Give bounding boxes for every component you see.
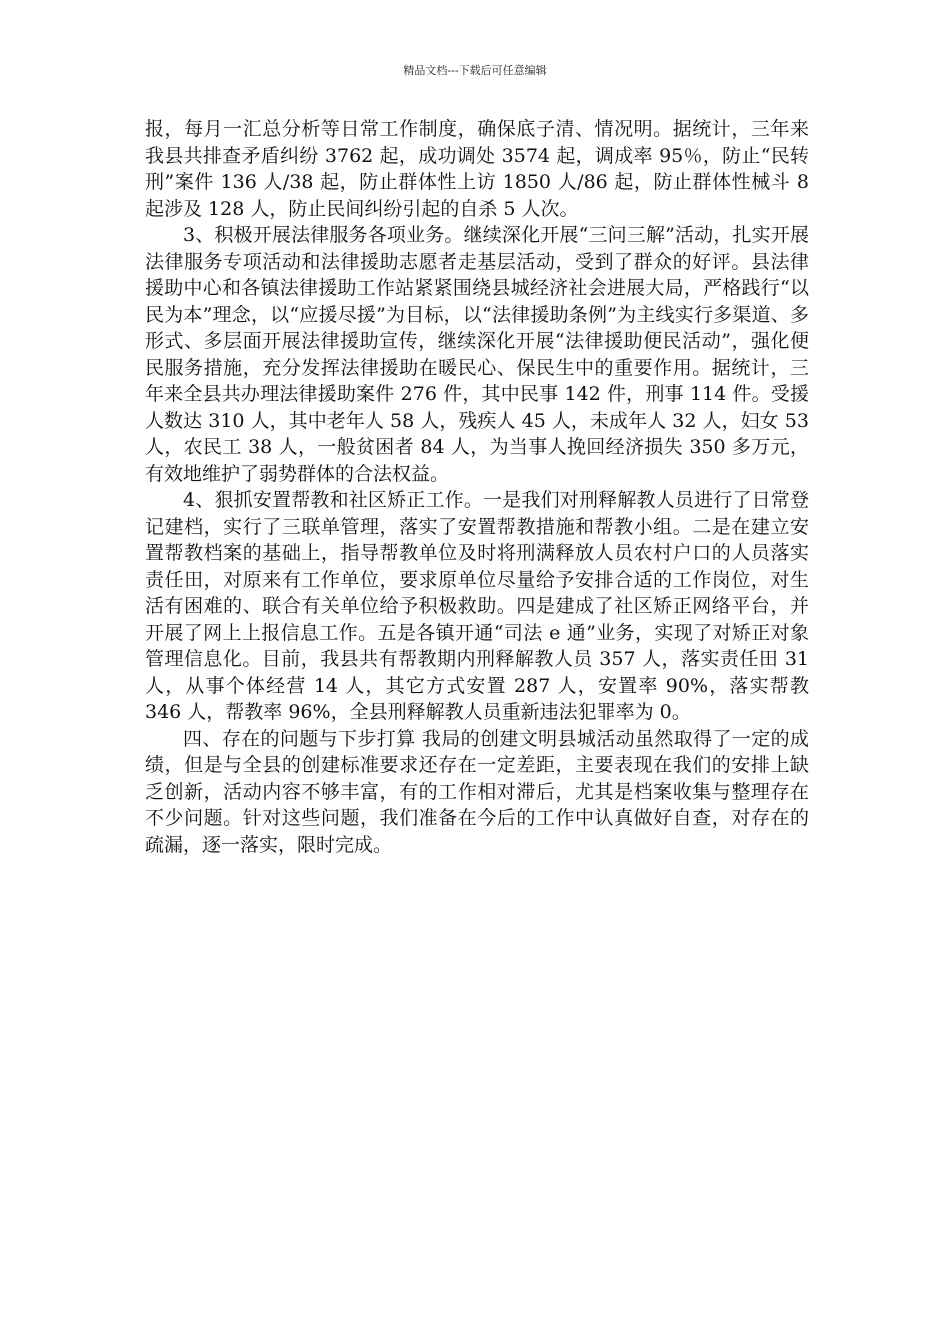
- paragraph-3: 4、狠抓安置帮教和社区矫正工作。一是我们对刑释解教人员进行了日常登记建档，实行了三联单管理，落实了安置帮教措施和帮教小组。二是在建立安置帮教档案的基础上，指导帮教单位及时将刑满释放人员农村户口的人员落实责任田，对原来有工作单位，要求原单位尽量给予安排合适的工作岗位，对生活有困难的、联合有关单位给予积极救助。四是建成了社区矫正网络平台，并开展了网上上报信息工作。五是各镇开通“司法 e 通”业务，实现了对矫正对象管理信息化。目前，我县共有帮教期内刑释解教人员 357 人，落实责任田 31 人，从事个体经营 14 人，其它方式安置 287 人，安置率 90%，落实帮教 346 人，帮教率 96%，全县刑释解教人员重新违法犯罪率为 0。: [145, 489, 809, 723]
- page-header: 精品文档---下载后可任意编辑: [403, 64, 547, 77]
- paragraph-4: 四、存在的问题与下步打算 我局的创建文明县城活动虽然取得了一定的成绩，但是与全县的创建标准要求还存在一定差距，主要表现在我们的安排上缺乏创新，活动内容不够丰富，有的工作相对滞后，尤其是档案收集与整理存在不少问题。针对这些问题，我们准备在今后的工作中认真做好自查，对存在的疏漏，逐一落实，限时完成。: [145, 727, 809, 856]
- paragraph-2: 3、积极开展法律服务各项业务。继续深化开展“三问三解”活动，扎实开展法律服务专项活动和法律援助志愿者走基层活动，受到了群众的好评。县法律援助中心和各镇法律援助工作站紧紧围绕县城经济社会进展大局，严格践行“以民为本”理念，以“应援尽援”为目标，以“法律援助条例”为主线实行多渠道、多形式、多层面开展法律援助宣传，继续深化开展“法律援助便民活动”，强化便民服务措施，充分发挥法律援助在暖民心、保民生中的重要作用。据统计，三年来全县共办理法律援助案件 276 件，其中民事 142 件，刑事 114 件。受援人数达 310 人，其中老年人 58 人，残疾人 45 人，未成年人 32 人，妇女 53 人，农民工 38 人，一般贫困者 84 人，为当事人挽回经济损失 350 多万元，有效地维护了弱势群体的合法权益。: [145, 224, 809, 485]
- document-body: [145, 116, 809, 858]
- paragraph-1: 报，每月一汇总分析等日常工作制度，确保底子清、情况明。据统计，三年来我县共排查矛盾纠纷 3762 起，成功调处 3574 起，调成率 95％，防止“民转刑”案件 136 人/38 起，防止群体性上访 1850 人/86 起，防止群体性械斗 8 起涉及 128 人，防止民间纠纷引起的自杀 5 人次。: [145, 118, 809, 220]
